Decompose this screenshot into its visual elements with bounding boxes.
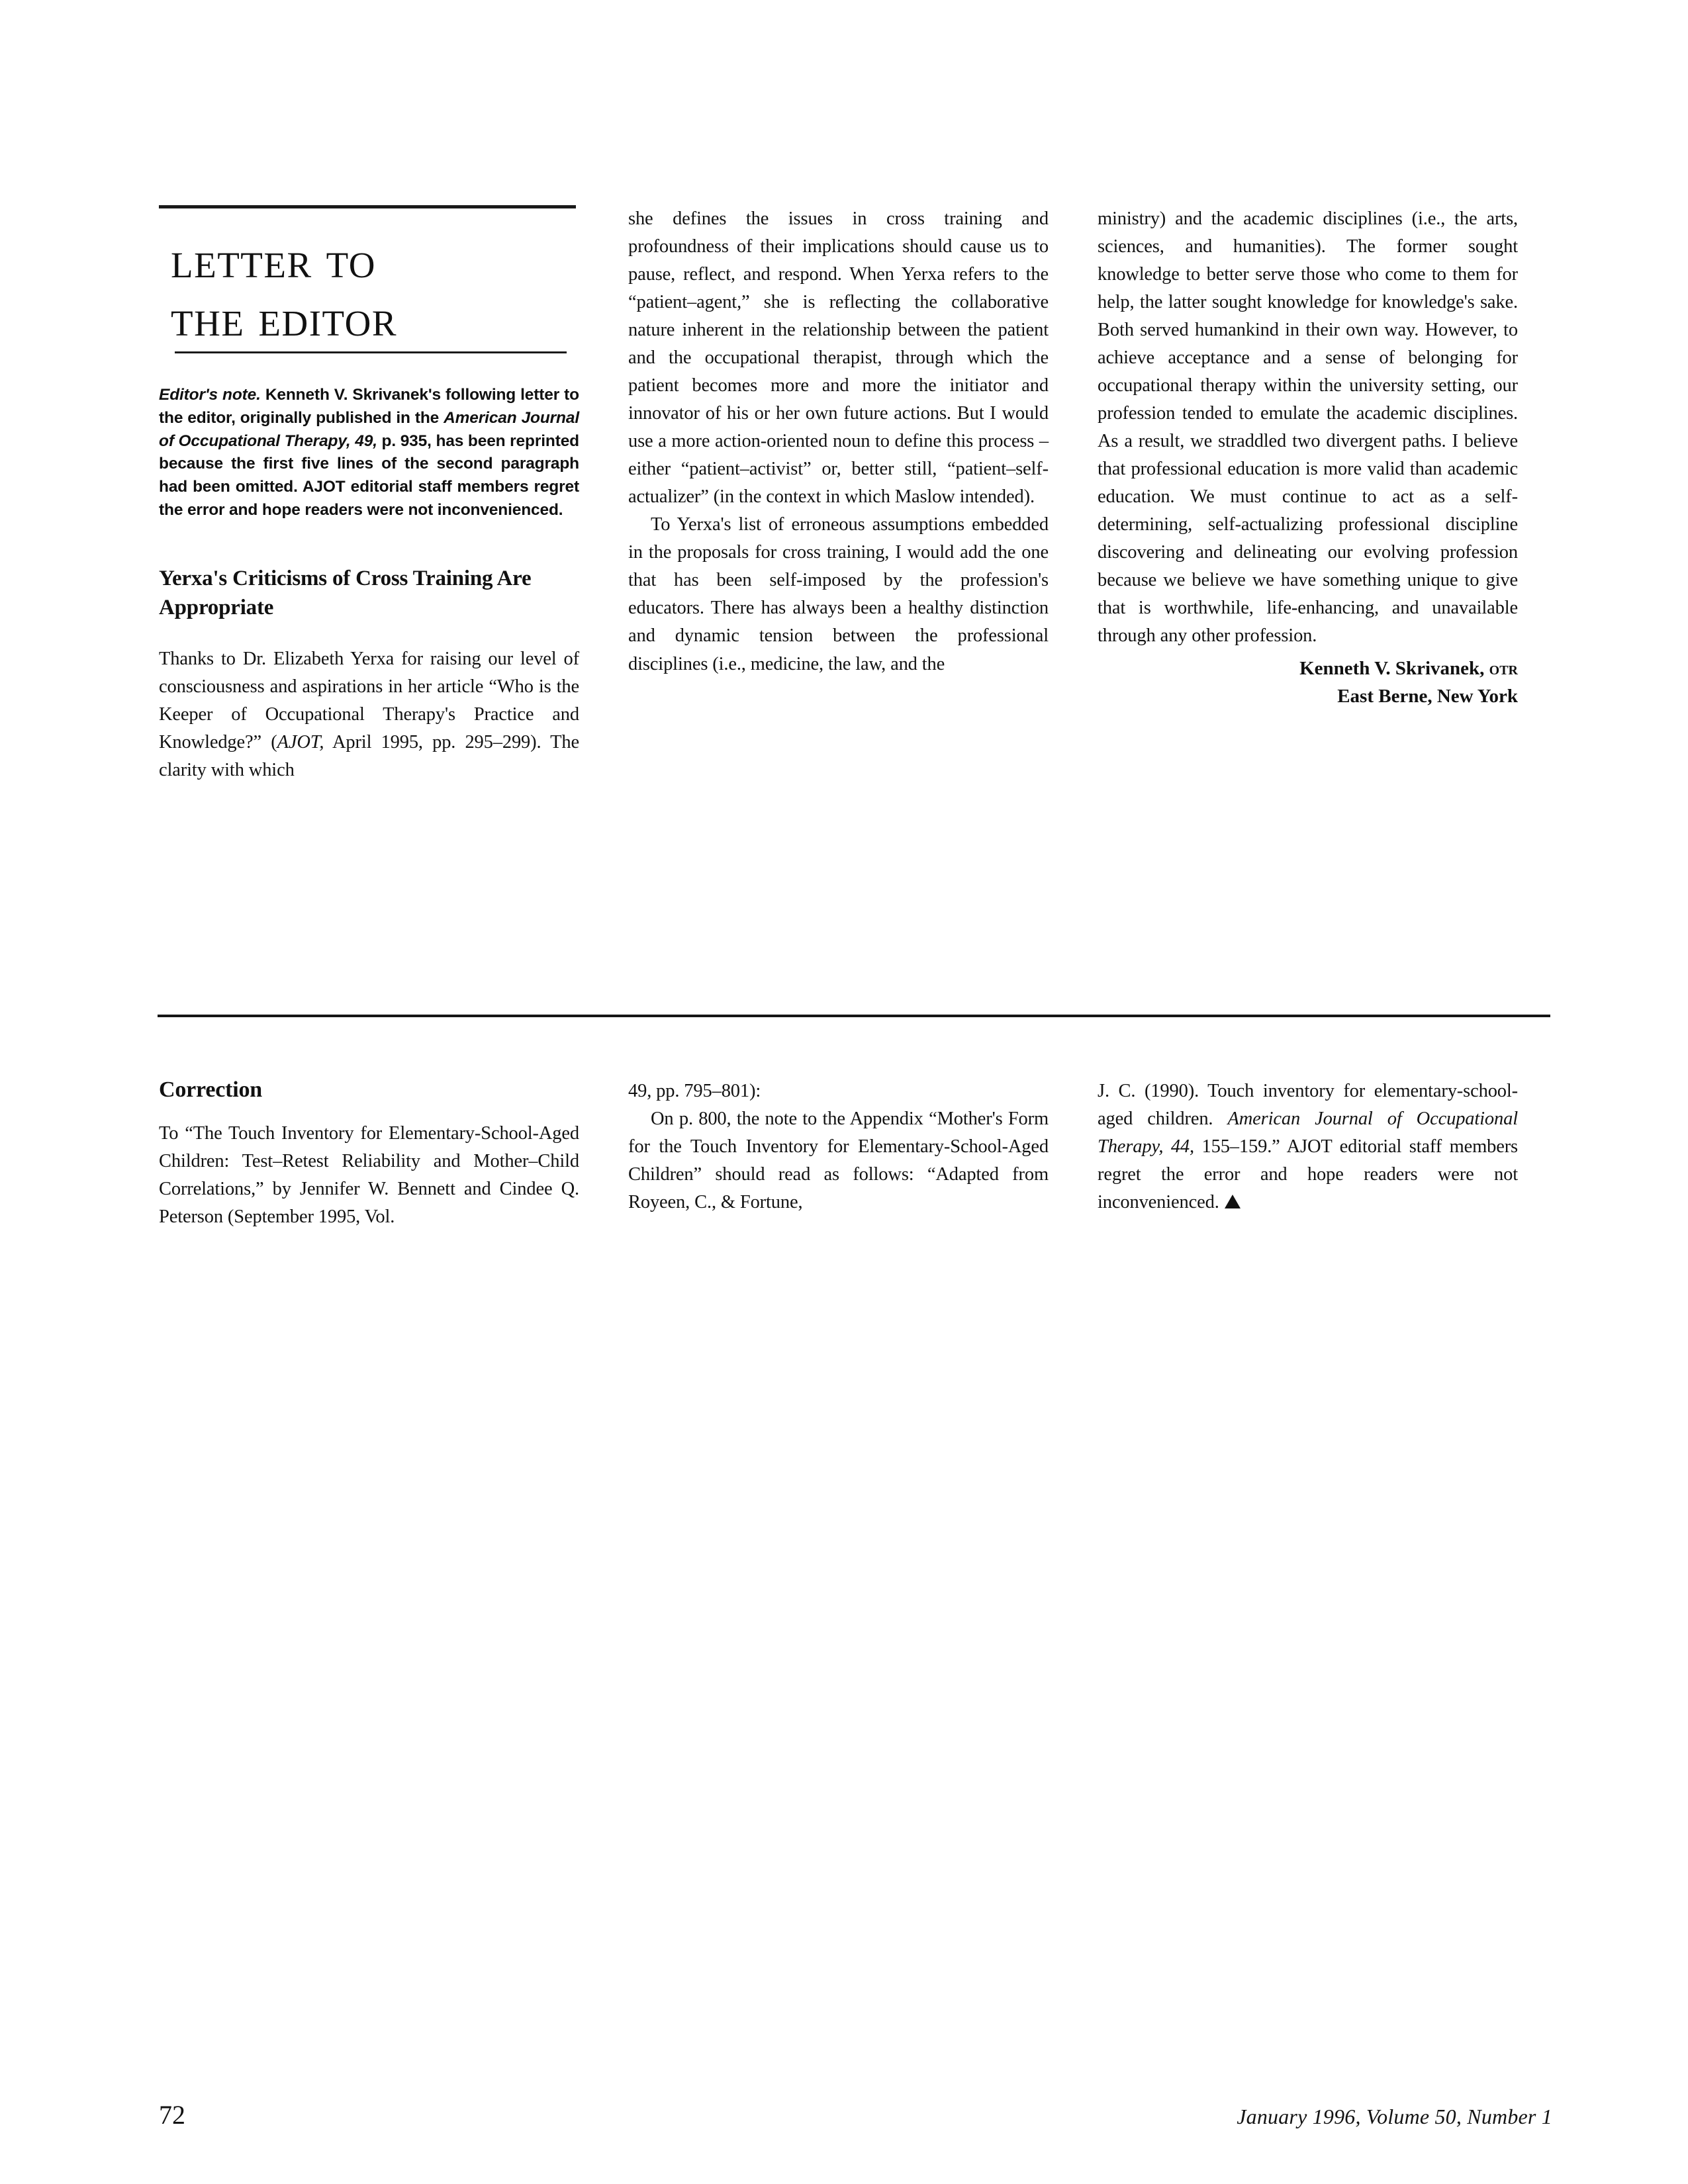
- editors-note-label: Editor's note.: [159, 386, 261, 404]
- correction-body-column-2: [628, 1077, 1049, 1216]
- correction-heading: Correction: [159, 1077, 262, 1102]
- correction-column-2: [628, 1077, 1049, 1216]
- paragraph: On p. 800, the note to the Appendix “Mother's Form for the Touch Inventory for Elementary-School-Aged Children” should read as follows: “Adapted from Royeen, C., & Fortune,: [628, 1109, 1049, 1213]
- letter-col1-journal-abbrev: AJOT,: [277, 731, 324, 752]
- letter-body-column-2: [628, 205, 1049, 678]
- end-mark-triangle-icon: [1225, 1195, 1241, 1208]
- paragraph: [1098, 1077, 1518, 1216]
- letter-signature: [1098, 655, 1518, 711]
- editors-note: [159, 384, 579, 522]
- letter-col1-text-a: Thanks to Dr. Elizabeth Yerxa for raising our level of consciousness and aspirations in her article “Who is the Keeper of Occupational Therapy's Practice and Knowledge?” (: [159, 648, 579, 752]
- letter-to-the-editor-article: [159, 205, 1549, 784]
- paragraph: To “The Touch Inventory for Elementary-School-Aged Children: Test–Retest Reliability and Mother–Child Correlations,” by Jennifer W. Bennett and Cindee Q. Peterson (September 1995, Vol.: [159, 1123, 579, 1228]
- signature-author: Kenneth V. Skrivanek,: [1299, 657, 1485, 679]
- editors-note-journal-citation: American Journal of Occupational Therapy, 49,: [159, 408, 579, 450]
- letter-column-1: [159, 205, 579, 784]
- page-footer: [159, 2099, 1552, 2130]
- correction-column-3: [1098, 1077, 1518, 1216]
- paragraph: [159, 645, 579, 784]
- signature-credential: otr: [1489, 657, 1518, 679]
- letter-col1-text-b: April 1995, pp. 295–299). The clarity with which: [159, 731, 579, 780]
- page-title-line-2: the editor: [171, 289, 398, 347]
- page-title: [159, 231, 579, 347]
- masthead-rule-bottom: [175, 351, 567, 353]
- correction-col3-journal-citation: American Journal of Occupational Therapy, 44,: [1098, 1109, 1518, 1158]
- editors-note-text-part-1: Kenneth V. Skrivanek's following letter to the editor, originally published in the: [159, 386, 579, 427]
- correction-body-column-3: [1098, 1077, 1518, 1216]
- letter-body-column-3: [1098, 205, 1518, 651]
- issue-citation: January 1996, Volume 50, Number 1: [1237, 2105, 1552, 2128]
- correction-col3-text-a: J. C. (1990). Touch inventory for elementary-school-aged children.: [1098, 1081, 1518, 1130]
- section-divider-rule: [158, 1015, 1550, 1017]
- letter-column-2: [628, 205, 1049, 678]
- letter-column-3: [1098, 205, 1518, 711]
- paragraph: ministry) and the academic disciplines (i.e., the arts, sciences, and humanities). The former sought knowledge to better serve those who come to them for help, the latter sought knowledge for knowledge's sake. Both served humankind in their own way. However, to achieve acceptance and a sense of belonging for occupational therapy within the university setting, our profession tended to emulate the academic disciplines. As a result, we straddled two divergent paths. I believe that professional education is more valid than academic education. We must continue to act as a self-determining, self-actualizing professional discipline discovering and delineating our evolving profession because we believe we have something unique to give that is worthwhile, life-enhancing, and unavailable through any other profession.: [1098, 208, 1518, 647]
- paragraph: 49, pp. 795–801):: [628, 1081, 761, 1101]
- paragraph: To Yerxa's list of erroneous assumptions embedded in the proposals for cross training, I would add the one that has been self-imposed by the profession's educators. There has always been a healthy distinction and dynamic tension between the professional disciplines (i.e., medicine, the law, and the: [628, 514, 1049, 674]
- masthead-rule-top: [159, 205, 576, 208]
- letter-body-column-1: [159, 645, 579, 784]
- letter-columns: [159, 205, 1549, 784]
- paragraph: she defines the issues in cross training and profoundness of their implications should cause us to pause, reflect, and respond. When Yerxa refers to the “patient–agent,” she is reflecting the collaborative nature inherent in the relationship between the patient and the occupational therapist, through which the patient becomes more and more the initiator and innovator of his or her own future actions. But I would use a more action-oriented noun to define this process – either “patient–activist” or, better still, “patient–self-actualizer” (in the context in which Maslow intended).: [628, 208, 1049, 508]
- signature-name-line: [1098, 655, 1518, 683]
- page-title-line-1: letter to: [171, 231, 376, 289]
- correction-article: [159, 1077, 1549, 1231]
- correction-col3-text-b: 155–159.” AJOT editorial staff members regret the error and hope readers were not inconvenienced.: [1098, 1136, 1518, 1213]
- signature-location: East Berne, New York: [1337, 686, 1518, 707]
- correction-column-1: [159, 1077, 579, 1231]
- editors-note-text-part-2: p. 935, has been reprinted because the first five lines of the second paragraph had been omitted. AJOT editorial staff members regret the error and hope readers were not inconvenienced.: [159, 432, 579, 519]
- page-number: 72: [159, 2100, 185, 2130]
- section-heading: Yerxa's Criticisms of Cross Training Are Appropriate: [159, 567, 532, 620]
- correction-columns: [159, 1077, 1549, 1231]
- correction-body-column-1: [159, 1120, 579, 1231]
